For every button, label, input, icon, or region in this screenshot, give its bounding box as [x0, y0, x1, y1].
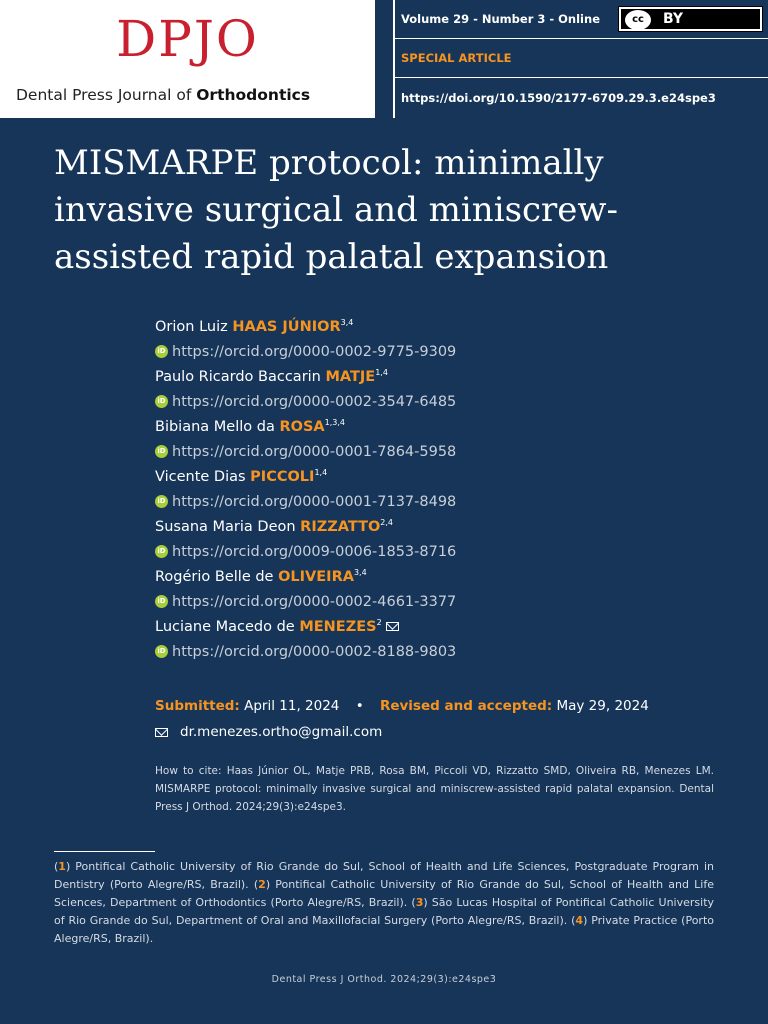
license-badge-inner	[621, 9, 760, 29]
contact-email[interactable]	[155, 724, 382, 740]
orcid-url[interactable]: https://orcid.org/0000-0001-7137-8498	[172, 493, 457, 510]
author-entry	[155, 410, 715, 460]
author-surname: HAAS JÚNIOR	[232, 318, 341, 335]
orcid-link[interactable]	[155, 640, 715, 665]
revised-date: May 29, 2024	[556, 698, 649, 714]
author-affiliations: 2	[376, 618, 382, 627]
envelope-icon	[155, 728, 168, 737]
author-entry	[155, 310, 715, 360]
contact-email-address[interactable]: dr.menezes.ortho@gmail.com	[180, 724, 383, 740]
creative-commons-icon: cc	[625, 10, 651, 30]
author-given-name: Orion Luiz	[155, 318, 228, 335]
author-given-name: Paulo Ricardo Baccarin	[155, 368, 321, 385]
author-affiliations: 3,4	[353, 568, 367, 577]
author-entry	[155, 460, 715, 510]
how-to-cite: How to cite: Haas Júnior OL, Matje PRB, Rosa BM, Piccoli VD, Rizzatto SMD, Oliveira RB, Menezes LM. MISMARPE protocol: minimally invasive surgical and miniscrew-assisted rapid palatal expansion. Dental Press J Orthod. 2024;29(3):e24spe3.	[155, 765, 714, 813]
journal-name-prefix: Dental Press Journal of	[16, 86, 192, 104]
page-footer: Dental Press J Orthod. 2024;29(3):e24spe3	[271, 974, 497, 985]
orcid-url[interactable]: https://orcid.org/0000-0002-4661-3377	[172, 593, 457, 610]
submitted-date: April 11, 2024	[244, 698, 340, 714]
author-affiliations: 1,4	[314, 468, 328, 477]
submitted-label: Submitted:	[155, 698, 240, 714]
author-affiliations: 3,4	[340, 318, 354, 327]
doi-link[interactable]: https://doi.org/10.1590/2177-6709.29.3.e24spe3	[401, 91, 716, 105]
author-affiliations: 1,4	[375, 368, 388, 377]
author-entry	[155, 360, 715, 410]
author-given-name: Susana Maria Deon	[155, 518, 296, 535]
author-surname: MATJE	[325, 368, 376, 385]
affiliation-number: 3	[415, 896, 424, 909]
author-surname: OLIVEIRA	[278, 568, 354, 585]
revised-label: Revised and accepted:	[379, 698, 553, 714]
orcid-icon: iD	[155, 595, 168, 608]
journal-name-bold: Orthodontics	[196, 86, 311, 104]
author-given-name: Vicente Dias	[155, 468, 246, 485]
author-list	[155, 310, 715, 660]
orcid-icon: iD	[155, 395, 168, 408]
affiliation-number: 4	[575, 914, 584, 927]
article-section: SPECIAL ARTICLE	[395, 39, 768, 78]
author-name	[155, 310, 715, 340]
orcid-url[interactable]: https://orcid.org/0000-0002-3547-6485	[172, 393, 457, 410]
author-entry	[155, 560, 715, 610]
orcid-icon: iD	[155, 445, 168, 458]
author-given-name: Bibiana Mello da	[155, 418, 275, 435]
orcid-url[interactable]: https://orcid.org/0000-0002-8188-9803	[172, 643, 457, 660]
footnote-rule	[54, 851, 155, 852]
author-entry	[155, 510, 715, 560]
affiliations: (1) Pontifical Catholic University of Rio Grande do Sul, School of Health and Life Sciences, Postgraduate Program in Dentistry (Porto Alegre/RS, Brazil). (2) Pontifical Catholic University of Rio Grande do Sul, School of Health and Life Sciences, Department of Orthodontics (Porto Alegre/RS, Brazil). (3) São Lucas Hospital of Pontifical Catholic University of Rio Grande do Sul, Department of Oral and Maxillofacial Surgery (Porto Alegre/RS, Brazil). (4) Private Practice (Porto Alegre/RS, Brazil).	[54, 860, 715, 945]
affiliation-text: Pontifical Catholic University of Rio Grande do Sul, School of Health and Life Sciences, Department of Orthodontics (Porto Alegre/RS, Brazil).	[54, 878, 714, 909]
journal-name	[16, 86, 310, 104]
journal-logo	[0, 0, 375, 118]
logo-mark: DPJO	[116, 10, 259, 68]
orcid-url[interactable]: https://orcid.org/0000-0002-9775-9309	[172, 343, 457, 360]
author-given-name: Rogério Belle de	[155, 568, 274, 585]
article-title: MISMARPE protocol: minimally invasive surgical and miniscrew-assisted rapid palatal expansion	[54, 143, 619, 277]
affiliation-number: 1	[58, 860, 66, 873]
orcid-url[interactable]: https://orcid.org/0009-0006-1853-8716	[172, 543, 457, 560]
affiliation-text: São Lucas Hospital of Pontifical Catholic University of Rio Grande do Sul, Department of Oral and Maxillofacial Surgery (Porto Alegre/RS, Brazil).	[54, 896, 715, 927]
author-given-name: Luciane Macedo de	[155, 618, 295, 635]
affiliation-text: Pontifical Catholic University of Rio Grande do Sul, School of Health and Life Sciences, Postgraduate Program in Dentistry (Porto Alegre/RS, Brazil).	[54, 860, 714, 891]
author-affiliations: 2,4	[380, 518, 394, 527]
author-surname: PICCOLI	[250, 468, 315, 485]
orcid-icon: iD	[155, 645, 168, 658]
orcid-icon: iD	[155, 345, 168, 358]
volume-info: Volume 29 - Number 3 - Online	[395, 0, 768, 39]
orcid-icon: iD	[155, 545, 168, 558]
license-by-label: BY	[663, 11, 684, 27]
submission-dates	[155, 698, 649, 714]
date-separator: •	[355, 698, 364, 714]
author-affiliations: 1,3,4	[324, 418, 345, 427]
author-entry	[155, 610, 715, 660]
author-surname: RIZZATTO	[300, 518, 381, 535]
author-surname: ROSA	[279, 418, 325, 435]
affiliation-number: 2	[258, 878, 266, 891]
affiliation-text: Private Practice (Porto Alegre/RS, Brazil).	[54, 914, 714, 945]
orcid-icon: iD	[155, 495, 168, 508]
author-surname: MENEZES	[299, 618, 377, 635]
envelope-icon[interactable]	[386, 622, 399, 631]
license-badge[interactable]	[618, 6, 763, 32]
orcid-url[interactable]: https://orcid.org/0000-0001-7864-5958	[172, 443, 457, 460]
